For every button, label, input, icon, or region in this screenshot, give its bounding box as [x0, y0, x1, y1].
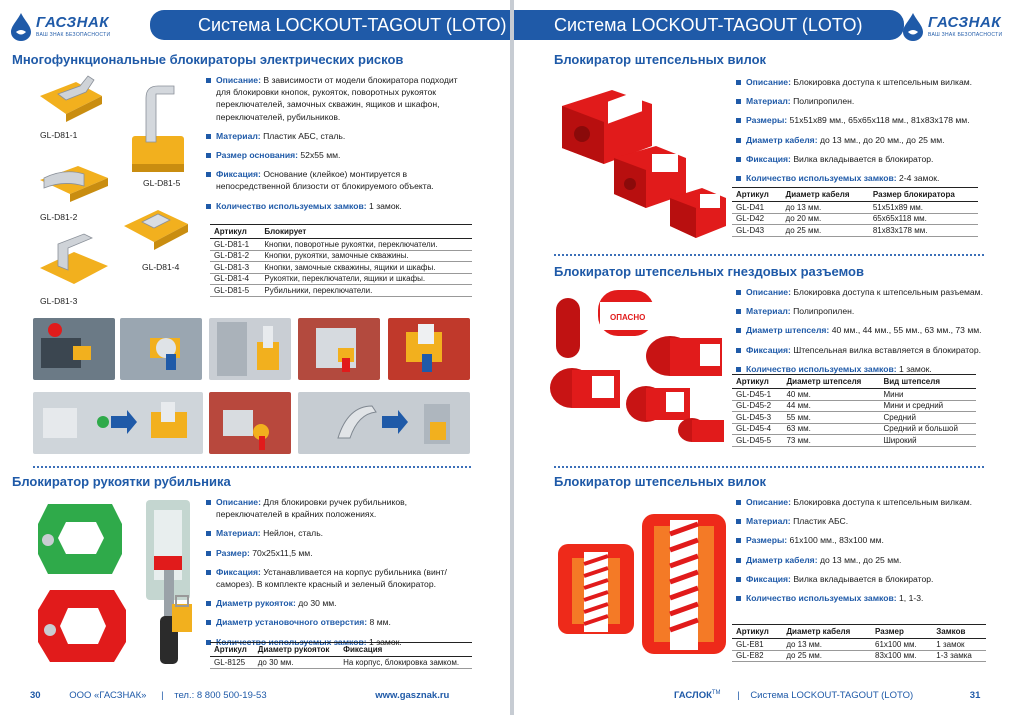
spec-item [206, 74, 468, 123]
table-header-cell: Размер [871, 625, 932, 639]
table-cell: 63 мм. [782, 423, 879, 435]
table-cell: 44 мм. [782, 400, 879, 412]
table-header-cell: Артикул [210, 225, 260, 239]
spec-item [736, 496, 1016, 508]
spec-item [206, 130, 468, 142]
spec-value: 8 мм. [369, 617, 391, 628]
spec-value: 70x25x11,5 мм. [252, 547, 313, 558]
spec-value: Устанавливается на корпус рубильника (винт/саморез). В комплекте красный и зеленый блокиратор. [216, 566, 447, 590]
spec-item [736, 153, 1016, 165]
footer-separator: | [737, 690, 740, 702]
table-cell: Кнопки, замочные скважины, ящики и шкафы. [260, 262, 472, 274]
spec-label: Диаметр кабеля: [746, 554, 818, 565]
spec-label: Материал: [746, 306, 791, 317]
spec-item [736, 324, 1018, 336]
table-row [732, 650, 986, 662]
spec-value: до 30 мм. [298, 598, 337, 609]
table-cell: до 30 мм. [254, 657, 339, 669]
section-title-switch-lock: Блокиратор рукоятки рубильника [12, 474, 231, 489]
table-cell: 81x83x178 мм. [869, 225, 978, 237]
product-switch-handle-image [140, 496, 198, 668]
spec-value: Основание (клейкое) монтируется в непосредственной близости от блокируемого объекта. [216, 169, 434, 192]
table-cell: На корпус, блокировка замком. [339, 657, 472, 669]
table-cell: Кнопки, поворотные рукоятки, переключатели. [260, 239, 472, 251]
spec-item [736, 114, 1016, 126]
spec-label: Количество используемых замков: [746, 363, 897, 374]
table-cell: GL-D42 [732, 213, 782, 225]
usage-photo [388, 318, 470, 380]
spec-label: Диаметр рукояток: [216, 598, 296, 609]
table-row [732, 225, 978, 237]
usage-photo [120, 318, 202, 380]
spec-label: Размер основания: [216, 150, 298, 161]
table-cell: Средний и большой [879, 423, 976, 435]
product-green-lock-image [34, 500, 126, 578]
table-cell: до 25 мм. [782, 650, 871, 662]
spec-value: Полипропилен. [793, 96, 855, 107]
usage-photo-before-after [33, 392, 203, 454]
usage-photo [209, 392, 291, 454]
plug-lockout-table [732, 187, 978, 237]
spec-label: Фиксация: [746, 344, 791, 355]
product-gl-d81-2-image [34, 160, 114, 206]
spec-value: до 13 мм., до 20 мм., до 25 мм. [819, 134, 945, 145]
table-cell: GL-D45-5 [732, 435, 782, 447]
product-red-lock-image [34, 586, 130, 666]
danger-label: ОПАСНО [610, 313, 646, 322]
spec-item [736, 344, 1018, 356]
table-cell: 51x51x89 мм. [869, 202, 978, 214]
table-cell: до 20 мм. [782, 213, 869, 225]
table-header-cell: Артикул [210, 643, 254, 657]
table-cell: 40 мм. [782, 389, 879, 401]
spec-item [206, 496, 468, 520]
table-row [732, 412, 976, 424]
spec-value: Вилка вкладывается в блокиратор. [793, 153, 934, 164]
product-plug-case-image [554, 512, 734, 662]
plug-case-table [732, 624, 986, 662]
spec-value: до 13 мм., до 25 мм. [819, 554, 902, 565]
table-row [210, 239, 472, 251]
table-row [732, 213, 978, 225]
page-number: 31 [969, 690, 981, 702]
table-row [732, 202, 978, 214]
spec-item [206, 527, 468, 539]
section-title-plug-lockout: Блокиратор штепсельных вилок [554, 52, 767, 67]
section-title-multifunction: Многофункциональные блокираторы электрических рисков [12, 52, 404, 67]
spec-value: 1 замок. [369, 200, 402, 211]
table-header-cell: Диаметр кабеля [782, 625, 871, 639]
table-cell: до 25 мм. [782, 225, 869, 237]
table-cell: Кнопки, рукоятки, замочные скважины. [260, 250, 472, 262]
spec-label: Размеры: [746, 115, 788, 126]
spec-value: Для блокировки ручек рубильников, переключателей в крайних положениях. [216, 497, 408, 520]
spec-item [206, 547, 468, 559]
page-number: 30 [30, 690, 41, 701]
table-row [732, 435, 976, 447]
table-cell: GL-D45-4 [732, 423, 782, 435]
spec-item [736, 515, 1016, 527]
table-cell: 83x100 мм. [871, 650, 932, 662]
page-title-banner: Система LOCKOUT-TAGOUT (LOTO) [150, 10, 510, 40]
spec-value: Пластик АБС, сталь. [263, 130, 346, 141]
footer-company: ООО «ГАСЗНАК» [69, 690, 147, 701]
spec-label: Диаметр установочного отверстия: [216, 617, 368, 628]
table-cell: GL-D81-5 [210, 285, 260, 297]
table-cell: GL-D81-1 [210, 239, 260, 251]
spec-label: Описание: [746, 497, 791, 507]
table-row [732, 423, 976, 435]
table-cell: GL-E81 [732, 639, 782, 651]
spec-label: Фиксация: [216, 566, 261, 577]
table-header-cell: Фиксация [339, 643, 472, 657]
table-cell: GL-D81-3 [210, 262, 260, 274]
footer-title: Система LOCKOUT-TAGOUT (LOTO) [750, 690, 914, 702]
section-title-socket-lockout: Блокиратор штепсельных гнездовых разъемов [554, 264, 864, 279]
spec-label: Количество используемых замков: [216, 200, 367, 211]
spec-item [736, 573, 1016, 585]
spec-label: Описание: [216, 75, 261, 85]
table-cell: GL-D81-2 [210, 250, 260, 262]
table-header-cell: Замков [932, 625, 986, 639]
table-cell: 73 мм. [782, 435, 879, 447]
table-row [210, 657, 472, 669]
spec-value: В зависимости от модели блокиратора подходит для блокировки кнопок, рукояток, поворотных рукояток переключателей, замочных скважин, ящиков и шкафон, переключателей, рубильников. [216, 75, 458, 122]
spec-label: Размеры: [746, 535, 788, 546]
switch-lock-table [210, 642, 472, 669]
multifunction-table [210, 224, 472, 297]
part-label: GL-D81-5 [143, 178, 181, 188]
part-label: GL-D81-2 [40, 212, 78, 222]
spec-label: Количество используемых замков: [216, 636, 367, 647]
table-cell: Рукоятки, переключатели, ящики и шкафы. [260, 273, 472, 285]
spec-label: Материал: [216, 528, 261, 539]
spec-label: Описание: [746, 77, 791, 87]
table-cell: 1-3 замка [932, 650, 986, 662]
spec-label: Фиксация: [216, 169, 261, 180]
socket-lockout-spec-list [736, 286, 1018, 382]
spec-label: Диаметр штепселя: [746, 325, 830, 336]
logo-tagline: ВАШ ЗНАК БЕЗОПАСНОСТИ [928, 32, 1003, 38]
table-row [732, 389, 976, 401]
logo-drop-icon [8, 12, 34, 42]
spec-value: Полипропилен. [793, 306, 855, 317]
table-header-cell: Диаметр штепселя [782, 375, 879, 389]
spec-item [206, 168, 468, 192]
spec-label: Фиксация: [746, 153, 791, 164]
table-cell: до 13 мм. [782, 639, 871, 651]
spec-value: Блокировка доступа к штепсельным вилкам. [793, 77, 973, 87]
table-header-cell: Артикул [732, 375, 782, 389]
part-label: GL-D81-3 [40, 296, 78, 306]
table-row [732, 188, 978, 202]
product-socket-lockout-image [550, 284, 734, 448]
table-header-cell: Артикул [732, 625, 782, 639]
spec-value: 1, 1-3. [899, 593, 924, 604]
table-row [210, 225, 472, 239]
table-row [732, 639, 986, 651]
spec-label: Диаметр кабеля: [746, 134, 818, 145]
table-cell: Рубильники, переключатели. [260, 285, 472, 297]
product-gl-d81-1-image [36, 74, 108, 124]
table-header-cell: Размер блокиратора [869, 188, 978, 202]
footer-website-link[interactable]: www.gasznak.ru [375, 690, 450, 701]
table-cell: 55 мм. [782, 412, 879, 424]
spec-item [206, 616, 468, 628]
table-cell: GL-D45-2 [732, 400, 782, 412]
table-header-cell: Диаметр кабеля [782, 188, 869, 202]
right-footer [674, 690, 980, 701]
spec-item [736, 286, 1018, 298]
table-header-cell: Блокирует [260, 225, 472, 239]
spec-value: 52x55 мм. [300, 150, 341, 161]
spec-label: Материал: [746, 516, 791, 527]
usage-photo [298, 318, 380, 380]
spec-item [206, 149, 468, 161]
table-cell: 65x65x118 мм. [869, 213, 978, 225]
table-row [732, 625, 986, 639]
table-cell: 61x100 мм. [871, 639, 932, 651]
spec-value: 61x100 мм., 83x100 мм. [789, 535, 884, 546]
left-footer [30, 690, 449, 701]
table-row [210, 262, 472, 274]
table-cell: до 13 мм. [782, 202, 869, 214]
table-cell: 1 замок [932, 639, 986, 651]
spec-item [736, 592, 1016, 604]
spec-value: Пластик АБС. [793, 516, 849, 527]
spec-label: Фиксация: [746, 573, 791, 584]
socket-lockout-table [732, 374, 976, 447]
spec-value: Блокировка доступа к штепсельным разъемам. [793, 287, 983, 297]
spec-item [736, 534, 1016, 546]
company-logo [8, 10, 126, 44]
table-cell: GL-E82 [732, 650, 782, 662]
table-row [210, 285, 472, 297]
page-title-banner: Система LOCKOUT-TAGOUT (LOTO) [514, 10, 904, 40]
table-row [210, 273, 472, 285]
footer-brand: ГАСЛОК [674, 690, 712, 702]
product-plug-lockout-image [552, 76, 732, 246]
table-cell: Мини [879, 389, 976, 401]
spec-value: Вилка вкладывается в блокиратор. [793, 573, 934, 584]
spec-label: Количество используемых замков: [746, 593, 897, 604]
footer-phone: тел.: 8 800 500-19-53 [174, 690, 267, 701]
table-cell: Широкий [879, 435, 976, 447]
plug-case-spec-list [736, 496, 1016, 611]
multifunction-spec-list [206, 74, 468, 219]
section-title-plug-lockout-2: Блокиратор штепсельных вилок [554, 474, 767, 489]
spec-value: 1 замок. [369, 636, 402, 647]
spec-item [736, 134, 1016, 146]
plug-lockout-spec-list [736, 76, 1016, 191]
part-label: GL-D81-4 [142, 262, 180, 272]
table-cell: GL-D81-4 [210, 273, 260, 285]
spec-value: Штепсельная вилка вставляется в блокиратор. [793, 344, 981, 355]
section-divider [554, 254, 984, 256]
spec-item [736, 554, 1016, 566]
product-gl-d81-3-image [34, 232, 114, 290]
footer-separator: | [161, 690, 164, 701]
switch-lock-spec-list [206, 496, 468, 655]
spec-item [206, 200, 468, 212]
spec-value: Нейлон, сталь. [263, 528, 324, 539]
table-header-cell: Вид штепселя [879, 375, 976, 389]
spec-label: Размер: [216, 547, 250, 558]
logo-tagline: ВАШ ЗНАК БЕЗОПАСНОСТИ [36, 32, 111, 38]
product-gl-d81-5-image [128, 80, 188, 176]
section-divider [33, 466, 471, 468]
company-logo [900, 10, 1018, 44]
product-gl-d81-4-image [120, 200, 192, 256]
spec-item [206, 597, 468, 609]
spec-value: 40 мм., 44 мм., 55 мм., 63 мм., 73 мм. [831, 325, 982, 336]
spec-label: Материал: [746, 96, 791, 107]
spec-value: 2-4 замок. [899, 173, 940, 184]
logo-text: ГАСЗНАК [928, 14, 1002, 31]
spec-item [736, 76, 1016, 88]
spec-item [736, 95, 1016, 107]
table-cell: GL-D43 [732, 225, 782, 237]
table-row [210, 643, 472, 657]
usage-photo-before-after [298, 392, 470, 454]
spec-item [736, 305, 1018, 317]
spec-value: Блокировка доступа к штепсельным вилкам. [793, 497, 973, 507]
spec-item [206, 566, 468, 590]
spec-label: Описание: [746, 287, 791, 297]
table-cell: GL-D45-1 [732, 389, 782, 401]
spec-label: Материал: [216, 130, 261, 141]
logo-drop-icon [900, 12, 926, 42]
section-divider [554, 466, 984, 468]
table-cell: GL-8125 [210, 657, 254, 669]
usage-photo [33, 318, 115, 380]
table-row [732, 375, 976, 389]
table-cell: GL-D45-3 [732, 412, 782, 424]
part-label: GL-D81-1 [40, 130, 78, 140]
table-cell: Средний [879, 412, 976, 424]
spec-value: 1 замок. [899, 363, 932, 374]
spec-label: Описание: [216, 497, 261, 507]
table-row [732, 400, 976, 412]
spec-item [736, 172, 1016, 184]
table-cell: GL-D41 [732, 202, 782, 214]
footer-trademark: TM [711, 690, 721, 696]
table-header-cell: Артикул [732, 188, 782, 202]
logo-text: ГАСЗНАК [36, 14, 110, 31]
right-page [514, 0, 1024, 715]
usage-photo [209, 318, 291, 380]
spec-value: 51x51x89 мм., 65x65x118 мм., 81x83x178 мм. [789, 115, 970, 126]
spec-label: Количество используемых замков: [746, 173, 897, 184]
left-page [0, 0, 510, 715]
table-cell: Мини и средний [879, 400, 976, 412]
table-header-cell: Диаметр рукояток [254, 643, 339, 657]
table-row [210, 250, 472, 262]
